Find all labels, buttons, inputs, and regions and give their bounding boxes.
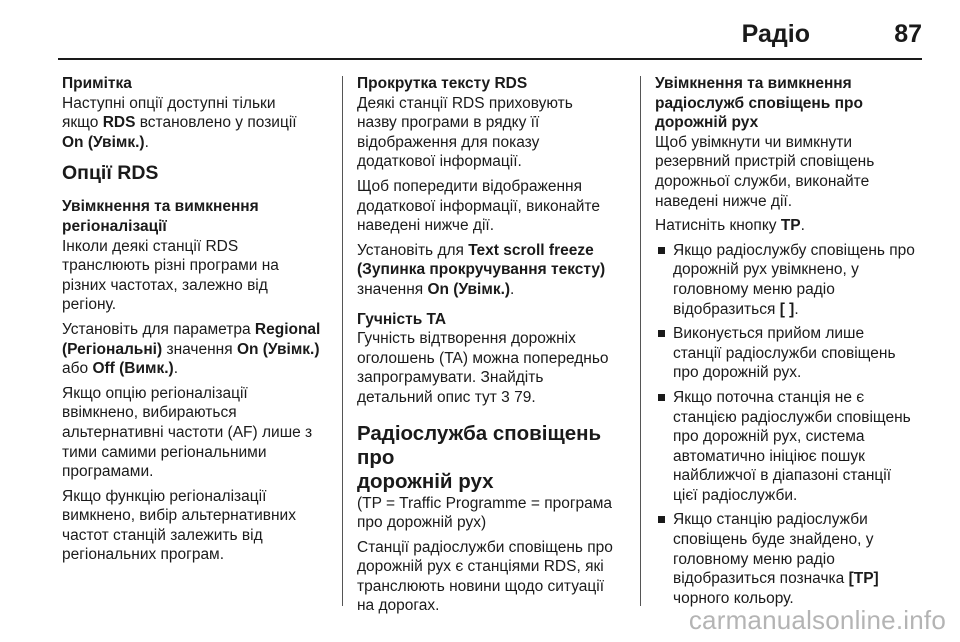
paragraph: Якщо опцію регіоналізації ввімкнено, вибираються альтернативні частоти (AF) лише з тими самими регіональними програмами.: [62, 384, 313, 481]
column-divider-1: [342, 76, 343, 606]
paragraph: (TP = Traffic Programme = програма про дорожній рух): [357, 494, 613, 532]
paragraph: Установіть для параметра Regional (Регіональні) значення On (Увімк.) або Off (Вимк.).: [62, 320, 321, 378]
paragraph: Установіть для Text scroll freeze (Зупинка прокручування тексту) значення On (Увімк.).: [357, 241, 606, 298]
regional-term: Regional: [254, 320, 321, 338]
page-number: 87: [894, 20, 922, 48]
note-on-term: On (Увімк.): [62, 133, 145, 151]
list-item: Якщо радіослужбу сповіщень про дорожній рух увімкнено, у головному меню радіо відобразиться [ ].: [655, 241, 920, 319]
page-header: [58, 14, 922, 60]
bullet-square-icon: [658, 330, 665, 337]
note-box: [62, 74, 330, 152]
paragraph: Щоб попередити відображення додаткової інформації, виконайте наведені нижче дії.: [357, 177, 600, 235]
column-1: [62, 74, 330, 570]
subheading-traffic-switch: Увімкнення та вимкнення радіослужб сповіщень про дорожній рух: [655, 75, 863, 132]
paragraph: Натисніть кнопку TP.: [655, 217, 805, 235]
subheading-regionalisation: Увімкнення та вимкнення регіоналізації: [62, 198, 259, 235]
note-line: якщо RDS встановлено у позиції: [62, 114, 297, 132]
paragraph: Гучність відтворення дорожніх оголошень (TA) можна попередньо запрограмувати. Знайдіть детальний опис тут 3 79.: [357, 330, 609, 406]
subheading-ta-volume: Гучність TA: [357, 310, 447, 328]
note-line: On (Увімк.).: [62, 133, 149, 151]
page-reference: 79.: [509, 388, 536, 406]
watermark: carmanualsonline.info: [688, 605, 946, 635]
tp-button-term: TP: [780, 217, 801, 235]
paragraph: Деякі станції RDS приховують назву програми в рядку її відображення для показу додаткової інформації.: [357, 94, 573, 171]
page-title: Радіо: [741, 20, 810, 48]
bullet-square-icon: [658, 516, 665, 523]
paragraph: Якщо функцію регіоналізації вимкнено, вибір альтернативних частот станцій залежить від регіональних програм.: [62, 487, 296, 564]
bullet-square-icon: [658, 247, 665, 254]
paragraph: Інколи деякі станції RDS транслюють різні програми на різних частотах, залежно від регіону.: [62, 237, 279, 314]
section-title-traffic-programme: Радіослужба сповіщень про дорожній рух: [357, 421, 602, 493]
column-2: [357, 74, 625, 621]
bullet-square-icon: [658, 394, 665, 401]
on-term: On (Увімк.): [427, 280, 511, 298]
column-divider-2: [640, 76, 641, 606]
off-term: Off (Вимк.): [92, 360, 174, 378]
column-3: [655, 74, 920, 613]
section-title-rds-options: Опції RDS: [62, 162, 159, 185]
note-title: Примітка: [62, 75, 132, 92]
list-item: Якщо станцію радіослужби сповіщень буде знайдено, у головному меню радіо відобразиться позначка [TP] чорного кольору.: [655, 510, 920, 608]
text-scroll-freeze-term: Text scroll freeze: [468, 241, 594, 259]
paragraph: Щоб увімкнути чи вимкнути резервний пристрій сповіщень дорожньої служби, виконайте наведені нижче дії.: [655, 133, 875, 210]
on-term: On (Увімк.): [236, 340, 320, 358]
paragraph: Станції радіослужби сповіщень про дорожній рух є станціями RDS, які транслюють новини щодо ситуації на дорогах.: [357, 538, 613, 615]
list-item: Виконується прийом лише станції радіослужби сповіщень про дорожній рух.: [655, 324, 920, 383]
list-item: Якщо поточна станція не є станцією радіослужби сповіщень про дорожній рух, система автоматично ініціює пошук найближчої в діапазоні станції цієї радіослужби.: [655, 388, 920, 506]
note-rds-term: RDS: [102, 114, 136, 132]
note-line: Наступні опції доступні тільки: [62, 94, 276, 112]
subheading-rds-text-scroll: Прокрутка тексту RDS: [357, 75, 528, 92]
bullet-list: [655, 241, 920, 609]
page-reference-arrow-icon: 3: [501, 388, 510, 406]
header-divider: [58, 58, 922, 60]
